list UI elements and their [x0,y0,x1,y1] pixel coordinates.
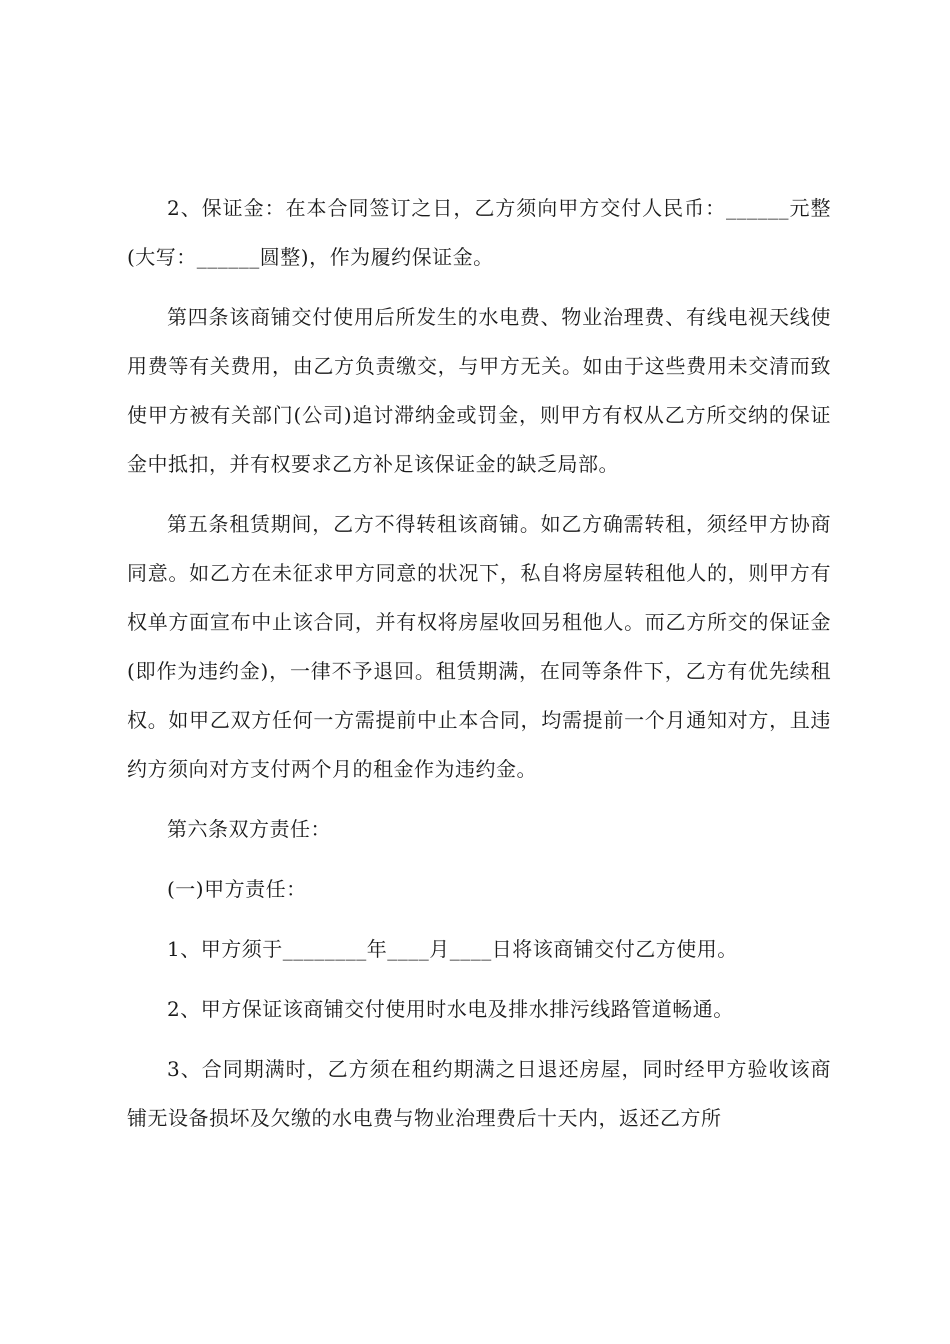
paragraph-party-a-item-3: 3、合同期满时，乙方须在租约期满之日退还房屋，同时经甲方验收该商铺无设备损坏及欠缴的水电费与物业治理费后十天内，返还乙方所 [127,1057,831,1130]
paragraph-article-6-heading: 第六条双方责任： [167,817,331,841]
paragraph-article-5: 第五条租赁期间，乙方不得转租该商铺。如乙方确需转租，须经甲方协商同意。如乙方在未征求甲方同意的状况下，私自将房屋转租他人的，则甲方有权单方面宣布中止该合同，并有权将房屋收回另租他人。而乙方所交的保证金(即作为违约金)，一律不予退回。租赁期满，在同等条件下，乙方有优先续租权。如甲乙双方任何一方需提前中止本合同，均需提前一个月通知对方，且违约方须向对方支付两个月的租金作为违约金。 [127,512,831,781]
paragraph-party-a-item-2: 2、甲方保证该商铺交付使用时水电及排水排污线路管道畅通。 [167,997,734,1021]
paragraph-party-a-heading: (一)甲方责任： [167,877,307,901]
paragraph-party-a-item-1: 1、甲方须于________年____月____日将该商铺交付乙方使用。 [167,937,738,961]
paragraph-article-4: 第四条该商铺交付使用后所发生的水电费、物业治理费、有线电视天线使用费等有关费用，由乙方负责缴交，与甲方无关。如由于这些费用未交清而致使甲方被有关部门(公司)追讨滞纳金或罚金，则甲方有权从乙方所交纳的保证金中抵扣，并有权要求乙方补足该保证金的缺乏局部。 [127,305,831,476]
document-body [127,184,831,1154]
paragraph-deposit: 2、保证金：在本合同签订之日，乙方须向甲方交付人民币：______元整(大写：______圆整)，作为履约保证金。 [127,196,831,269]
